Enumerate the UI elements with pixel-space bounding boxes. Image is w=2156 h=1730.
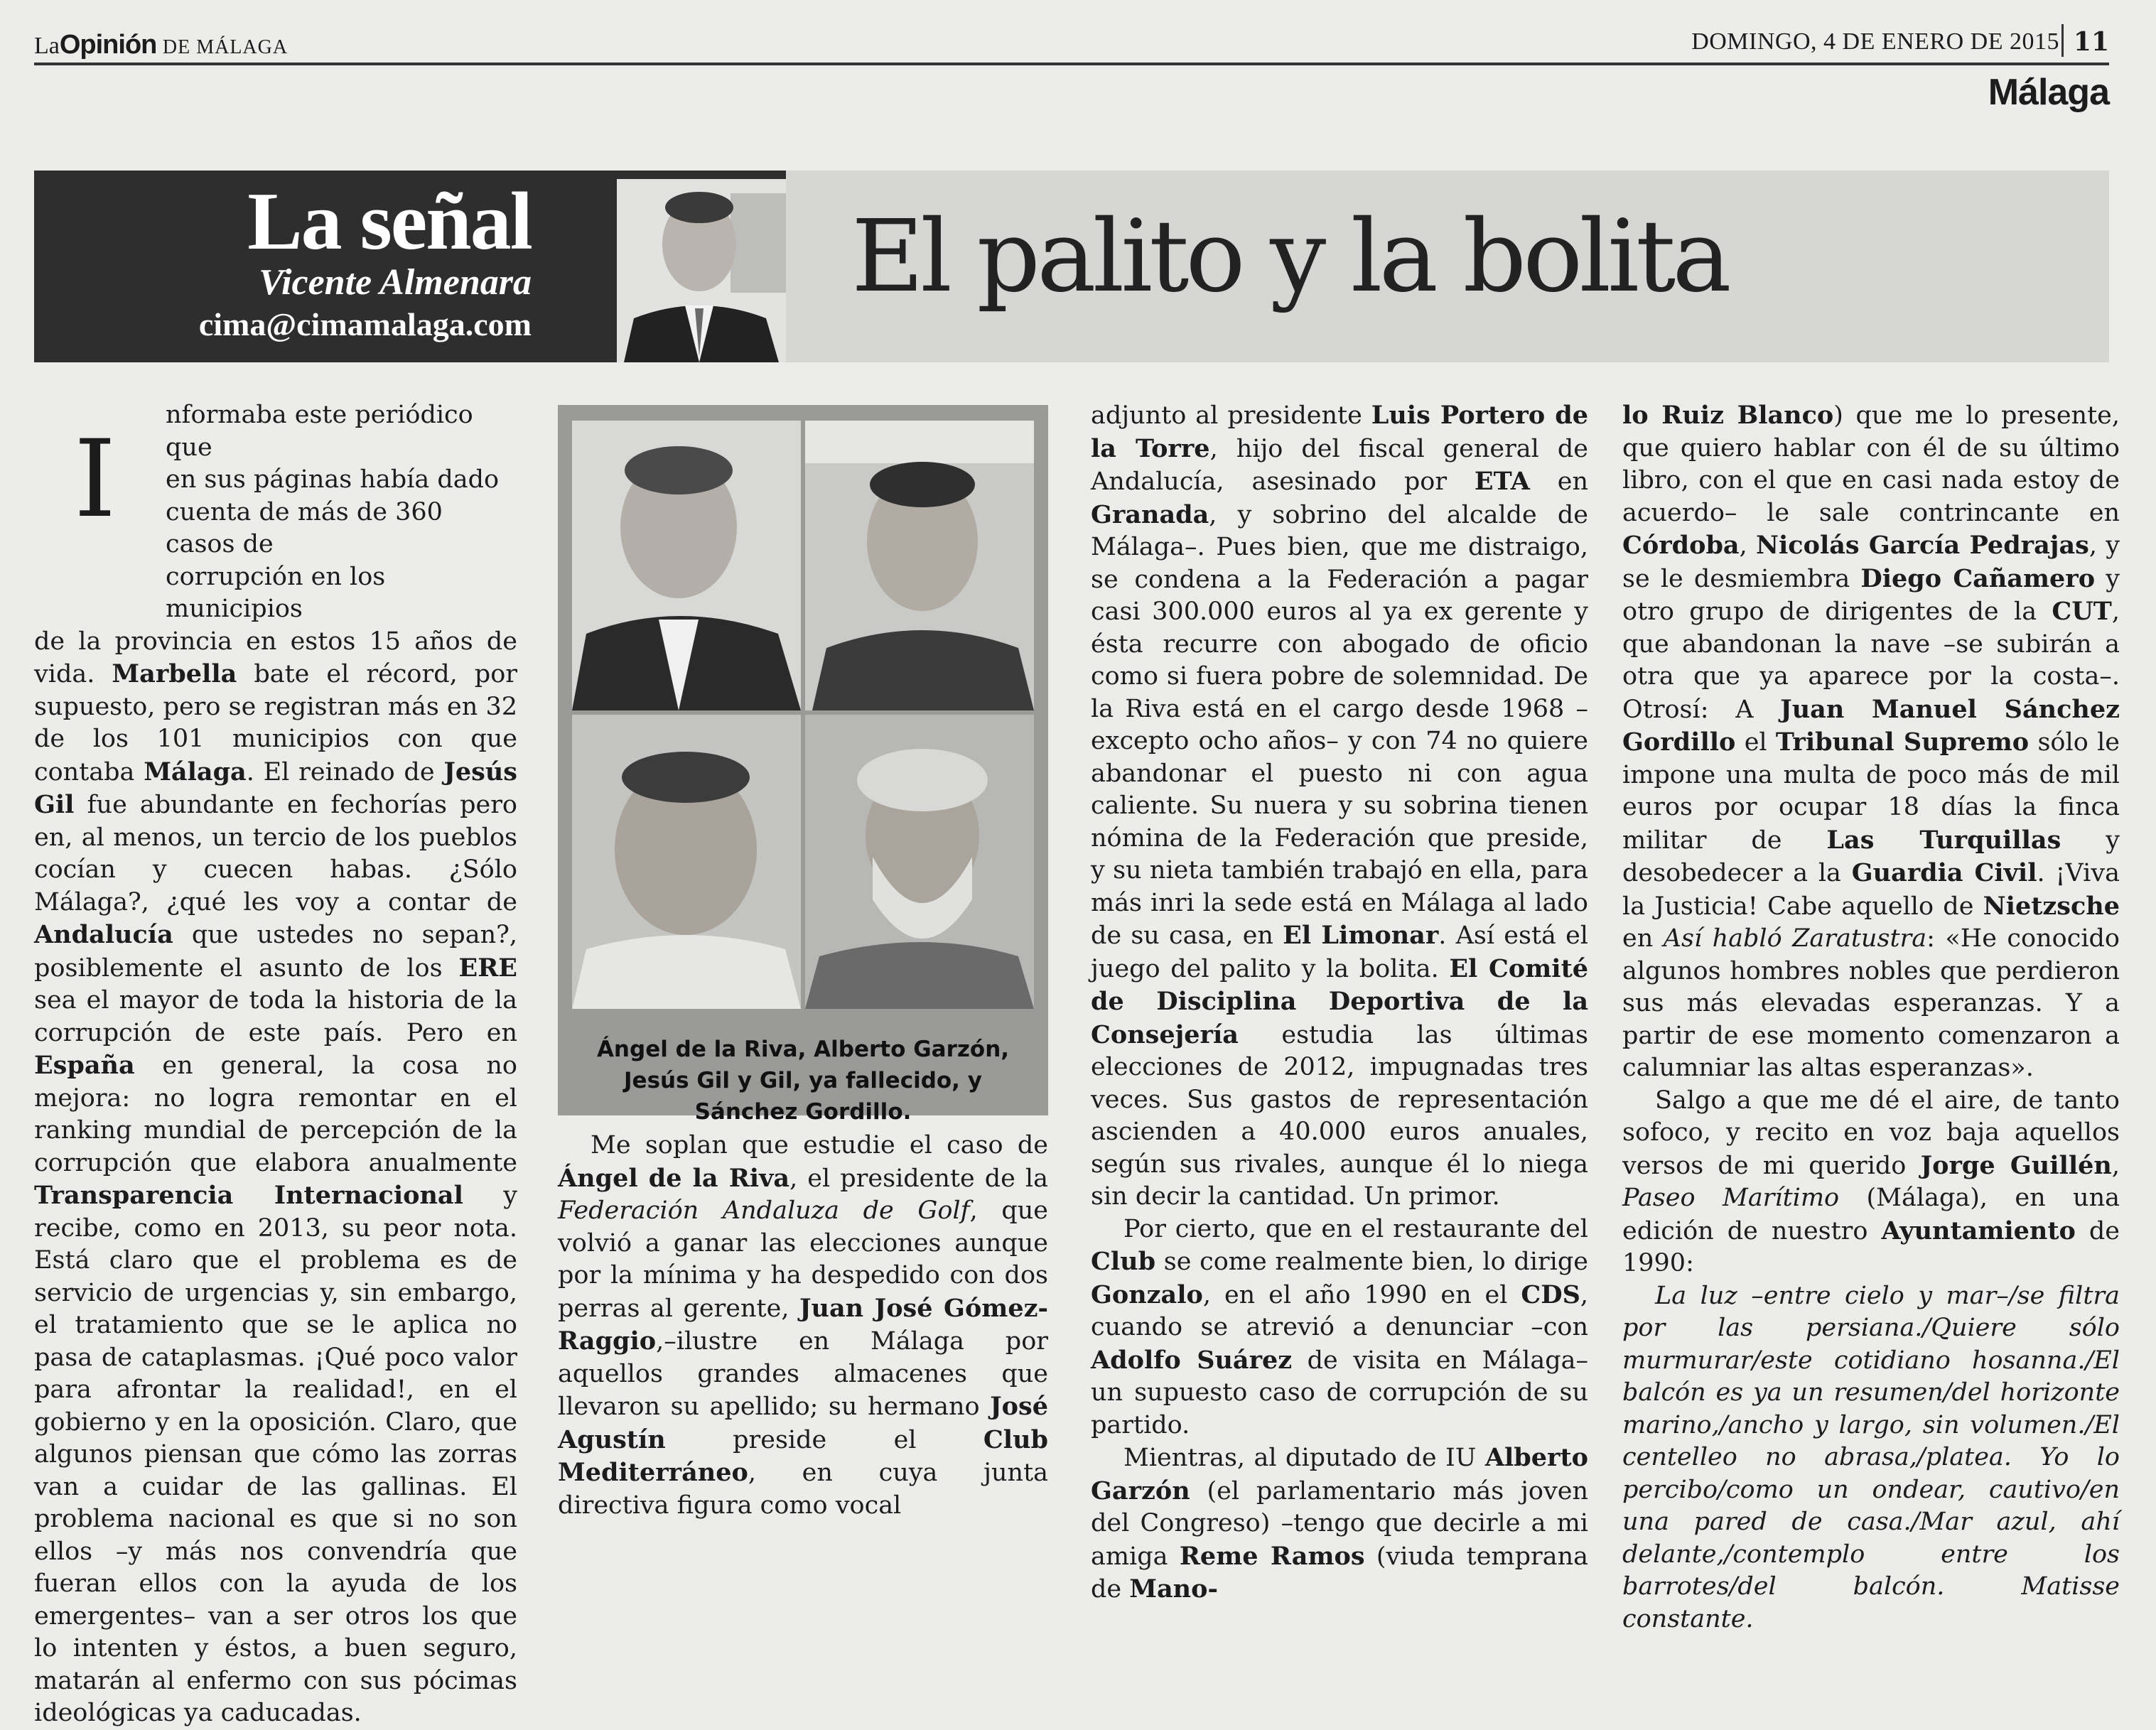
bold-term: Diego Cañamero [1860, 563, 2096, 593]
author-name: Vicente Almenara [259, 262, 532, 303]
text-run: estudia las últimas elecciones de 2012, impugnadas tres veces. Sus gastos de representación ascienden a 40.000 euros anuales, según sus rivales, aunque él lo niega sin decir la cantidad. Un primor. [1091, 1020, 1588, 1211]
article-column-1 [34, 399, 517, 1730]
bold-term: lo Ruiz Blanco [1622, 401, 1834, 430]
text-run: , el presidente de la [789, 1164, 1048, 1193]
bold-term: ERE [458, 953, 517, 983]
intro-line: corrupción en los municipios [166, 562, 386, 623]
bold-term: Ángel de la Riva [558, 1163, 790, 1193]
bold-term: Nicolás García Pedrajas [1756, 531, 2089, 560]
text-run: : «He conocido algunos hombres nobles que perdieron sus más elevadas esperanzas. Y a partir de ese momento comenzaron a calumniar las altas esperanzas». [1622, 924, 2120, 1082]
italic-term: Así habló Zaratustra [1663, 924, 1927, 953]
text-run: en [1529, 467, 1588, 496]
photo-collage [558, 405, 1048, 1125]
bold-term: El Limonar [1283, 921, 1439, 950]
intro-line: en sus páginas había dado [166, 465, 500, 494]
bold-term: Marbella [112, 659, 237, 688]
bold-term: El Comité de Disciplina Deportiva de la Consejería [1091, 953, 1589, 1049]
text-run: adjunto al presidente [1091, 401, 1371, 430]
text-run: de la provincia en estos 15 años de vida. [34, 627, 517, 688]
bold-term: Juan Manuel Sánchez Gordillo [1622, 694, 2120, 757]
bold-term: Ayuntamiento [1881, 1216, 2076, 1245]
newspaper-logo [34, 30, 288, 60]
person-photo-icon [572, 421, 801, 710]
text-run: Por cierto, que en el restaurante del [1123, 1214, 1588, 1243]
bold-term: ETA [1474, 467, 1530, 496]
article-banner [34, 171, 2109, 362]
photo-sanchez-gordillo [805, 715, 1034, 1009]
bold-term: Granada [1091, 499, 1209, 529]
article-headline: El palito y la bolita [851, 199, 1728, 315]
bold-term: José Agustín [558, 1392, 1048, 1454]
bold-term: Reme Ramos [1179, 1541, 1365, 1571]
bold-term: Club [1091, 1247, 1156, 1276]
logo-bold: Opinión [59, 30, 157, 60]
text-run: preside el [665, 1425, 983, 1454]
text-run: , [2111, 1151, 2120, 1180]
bold-term: Tribunal Supremo [1775, 728, 2030, 757]
section-title: Málaga [1988, 72, 2109, 113]
text-run: sea el mayor de toda la historia de la corrupción de este país. Pero en [34, 986, 517, 1047]
drop-cap: I [74, 418, 117, 541]
poem [1622, 1280, 2120, 1636]
person-photo-icon [805, 421, 1034, 710]
bold-term: Alberto Garzón [1091, 1443, 1588, 1505]
page-number: 11 [2061, 24, 2109, 57]
bold-term: Club Mediterráneo [558, 1424, 1048, 1487]
text-run: y otro grupo de dirigentes de la [1622, 564, 2120, 626]
text-run: sólo le impone una multa de poco más de mil euros por ocupar 18 días la finca militar de [1622, 728, 2120, 855]
bold-term: Jorge Guillén [1920, 1150, 2112, 1180]
author-email: cima@cimamalaga.com [198, 306, 532, 342]
text-run: bate el récord, por supuesto, pero se registran más en 32 de los 101 municipios con que contaba [34, 660, 517, 786]
article-column-4 [1622, 399, 2120, 1636]
bold-term: Juan José Gómez-Raggio [558, 1293, 1048, 1356]
text-run: el [1735, 728, 1776, 757]
photo-jesus-gil [572, 715, 801, 1009]
text-run: en [1622, 924, 1664, 953]
bold-term: España [34, 1051, 135, 1080]
column-name: La señal [247, 176, 532, 267]
bold-term: Jesús Gil [34, 757, 517, 819]
photo-alberto-garzon [805, 421, 1034, 710]
text-run: Salgo a que me dé el aire, de tanto sofoco, y recito en voz baja aquellos versos de mi querido [1622, 1086, 2120, 1180]
text-run: ,–ilustre en Málaga por aquellos grandes almacenes que llevaron su apellido; su hermano [558, 1327, 1048, 1421]
bold-term: Gonzalo [1091, 1280, 1203, 1309]
text-run: de visita en Málaga– un supuesto caso de corrupción de su partido. [1091, 1346, 1589, 1439]
person-photo-icon [572, 715, 801, 1009]
text-run: , en el año 1990 en el [1202, 1280, 1521, 1309]
article-column-2 [558, 1130, 1048, 1522]
masthead [34, 27, 2109, 65]
logo-pre: La [34, 33, 60, 59]
photo-caption: Ángel de la Riva, Alberto Garzón, Jesús Gil y Gil, ya fallecido, y Sánchez Gordillo. [596, 1037, 1010, 1125]
article-column-3 [1091, 399, 1588, 1606]
italic-term: Paseo Marítimo [1622, 1184, 1840, 1212]
column-header-panel [34, 171, 786, 362]
photo-angel-de-la-riva [572, 421, 801, 710]
body-paragraph [34, 626, 517, 1730]
text-run: , en cuya junta directiva figura como vocal [558, 1459, 1048, 1520]
body-paragraph [1622, 1085, 2120, 1280]
bold-term: Nietzsche [1983, 891, 2120, 921]
bold-term: Guardia Civil [1851, 858, 2037, 887]
text-run: , y sobrino del alcalde de Málaga–. Pues bien, que me distraigo, se condena a la Federación a pagar casi 300.000 euros al ya ex gerente y ésta recurre con abogado de oficio como si fuera pobre de solemnidad. De la Riva está en el cargo desde 1968 –excepto ocho años– y con 74 no quiere abandonar el puesto ni con agua caliente. Su nuera y su sobrina tienen nómina de la Federación que preside, y su nieta también trabajó en ella, para más inri la sede está en Málaga al lado de su casa, en [1091, 500, 1588, 950]
body-paragraph [1091, 399, 1588, 1213]
text-run: , que volvió a ganar las elecciones aunque por la mínima y ha despedido con dos perras al gerente, [558, 1196, 1048, 1323]
bold-term: Luis Portero de la Torre [1091, 401, 1588, 463]
text-run: (Málaga), en una edición de nuestro [1622, 1184, 2120, 1245]
body-paragraph [1091, 1442, 1588, 1606]
poem-text: La luz –entre cielo y mar–/se filtra por las persiana./Quiere sólo murmurar/este cotidiano hosanna./El balcón es ya un resumen/del horizonte marino,/ancho y largo, sin volumen./El centelleo no abrasa,/platea. Yo lo percibo/como un ondear, cautivo/en una pared de casa./Mar azul, ahí delante,/contemplo entre los barrotes/del balcón. Matisse constante. [1622, 1281, 2120, 1633]
bold-term: Córdoba [1622, 531, 1740, 560]
bold-term: Las Turquillas [1826, 825, 2061, 855]
text-run: Me soplan que estudie el caso de [591, 1131, 1048, 1159]
intro-line: cuenta de más de 360 casos de [166, 497, 443, 558]
text-run: de 1990: [1622, 1216, 2120, 1277]
text-run: , [1739, 531, 1756, 560]
text-run: ) que me lo presente, que quiero hablar con él de su último libro, con el que en casi nada estoy de acuerdo– le sale contrincante en [1622, 401, 2120, 527]
person-photo-icon [805, 715, 1034, 1009]
italic-term: Federación Andaluza de Golf [558, 1196, 970, 1225]
text-run: . El reinado de [246, 757, 444, 786]
text-run: (viuda temprana de [1091, 1542, 1588, 1604]
text-run: en general, la cosa no mejora: no logra remontar en el ranking mundial de percepción de la corrupción que elabora anualmente [34, 1051, 517, 1177]
bold-term: Adolfo Suárez [1091, 1345, 1293, 1375]
body-paragraph [1622, 399, 2120, 1085]
bold-term: CDS [1521, 1280, 1580, 1309]
text-run: , y se le desmiembra [1622, 531, 2120, 593]
body-paragraph [1091, 1213, 1588, 1442]
author-portrait [617, 179, 786, 362]
bold-term: CUT [2052, 597, 2112, 626]
text-run: . Así está el juego del palito y la bolita. [1091, 921, 1588, 983]
text-run: y desobedecer a la [1622, 826, 2120, 887]
bold-term: Andalucía [34, 920, 173, 949]
bold-term: Mano- [1129, 1574, 1218, 1604]
text-run: y recibe, como en 2013, su peor nota. Está claro que el problema es de servicio de urgencias y, sin embargo, el tratamiento que se le aplica no pasa de cataplasmas. ¡Qué poco valor para afrontar la realidad!, en el gobierno y en la oposición. Claro, que algunos piensan que cómo las zorras van a cuidar de las gallinas. El problema nacional es que si no son ellos –y más nos convendría que fueran ellos con la ayuda de los emergentes– van a ser otros los que lo intenten y éstos, a buen seguro, matarán al enfermo con sus pócimas ideológicas ya caducadas. [34, 1182, 517, 1727]
text-run: , hijo del fiscal general de Andalucía, asesinado por [1091, 434, 1588, 496]
text-run: se come realmente bien, lo dirige [1155, 1248, 1588, 1276]
intro-line: nformaba este periódico que [166, 401, 473, 462]
text-run: que ustedes no sepan?, posiblemente el asunto de los [34, 921, 517, 983]
logo-city: DE MÁLAGA [162, 36, 289, 58]
person-silhouette-icon [617, 179, 786, 362]
text-run: , que abandonan la nave –se subirán a otra que ya aparece por la costa–. Otrosí: A [1622, 598, 2120, 724]
text-run: fue abundante en fechorías pero en, al menos, un tercio de los pueblos cocían y cuecen habas. ¿Sólo Málaga?, ¿qué les voy a contar de [34, 791, 517, 917]
bold-term: Málaga [144, 757, 247, 786]
body-paragraph [558, 1130, 1048, 1522]
bold-term: Transparencia Internacional [34, 1181, 463, 1210]
text-run: , cuando se atrevió a denunciar –con [1091, 1280, 1588, 1341]
text-run: . ¡Viva la Justicia! Cabe aquello de [1622, 859, 2120, 921]
issue-date: DOMINGO, 4 DE ENERO DE 2015 [1691, 28, 2059, 55]
text-run: (el parlamentario más joven del Congreso) –tengo que decirle a mi amiga [1091, 1476, 1588, 1571]
text-run: Mientras, al diputado de IU [1123, 1444, 1485, 1472]
